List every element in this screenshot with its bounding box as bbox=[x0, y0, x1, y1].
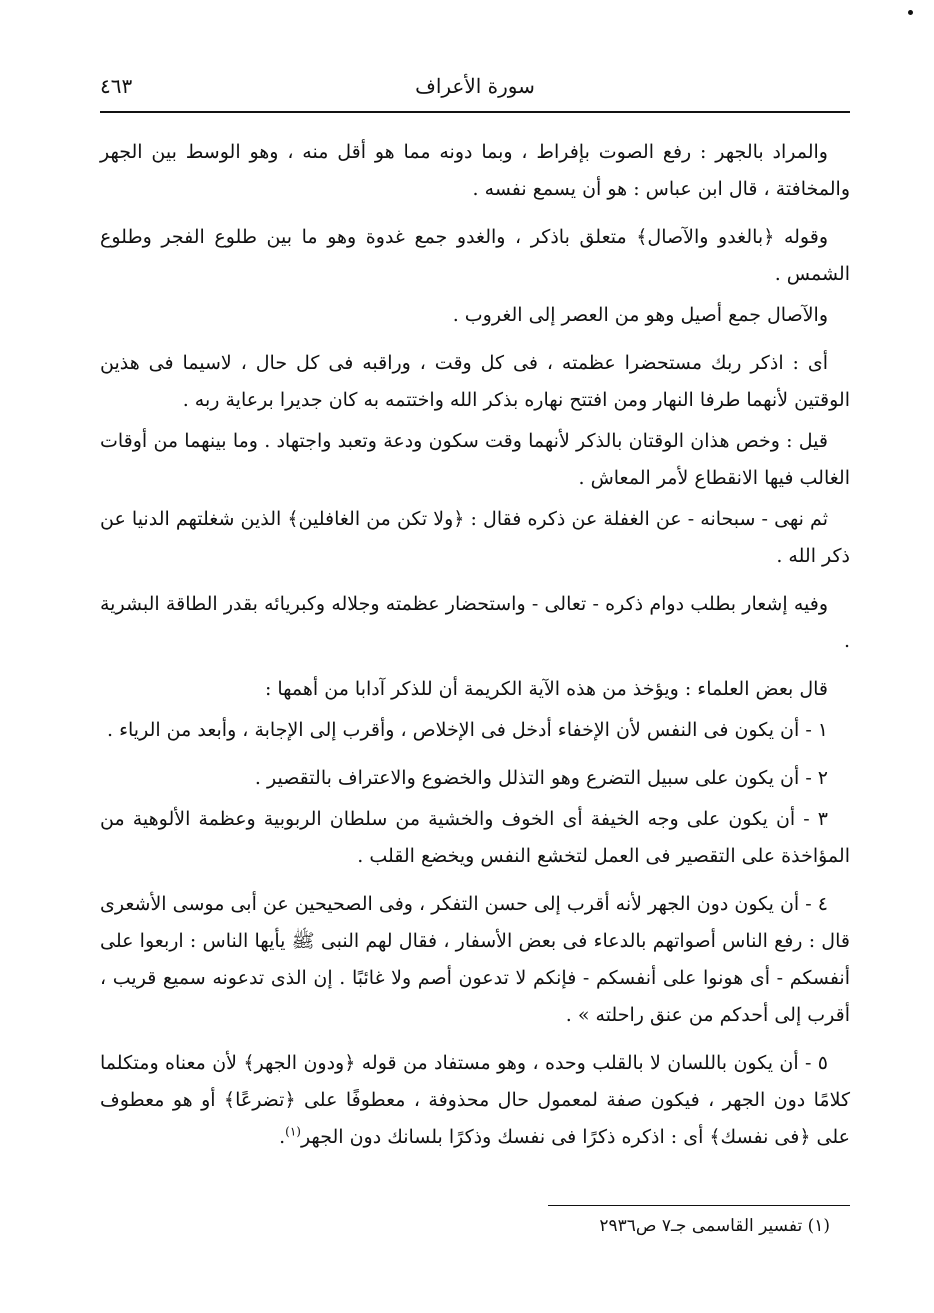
list-item-5-period: . bbox=[279, 1126, 286, 1148]
paragraph-heedlessness: ثم نهى - سبحانه - عن الغفلة عن ذكره فقال : ﴿ولا تكن من الغافلين﴾ الذين شغلتهم الدنيا عن ذكر الله . bbox=[100, 508, 850, 567]
list-item-3: ٣ - أن يكون على وجه الخيفة أى الخوف والخشية من سلطان الربوبية وعظمة الألوهية من المؤاخذة على التقصير فى العمل لتخشع النفس ويخضع القلب . bbox=[100, 808, 850, 867]
paragraph-constant-remembrance: وفيه إشعار بطلب دوام ذكره - تعالى - واستحضار عظمته وجلاله وكبريائه بقدر الطاقة البشرية . bbox=[100, 593, 850, 652]
paragraph-two-times: قيل : وخص هذان الوقتان بالذكر لأنهما وقت سكون ودعة وتعبد واجتهاد . وما بينهما من أوقات الغالب فيها الانقطاع لأمر المعاش . bbox=[100, 430, 850, 489]
paragraph-asal: والآصال جمع أصيل وهو من العصر إلى الغروب . bbox=[452, 304, 828, 326]
main-text bbox=[100, 134, 850, 1167]
list-item-5-text: ٥ - أن يكون باللسان لا بالقلب وحده ، وهو مستفاد من قوله ﴿ودون الجهر﴾ لأن معناه ومتكلما كلامًا دون الجهر ، فيكون صفة لمعمول حال محذوفة ، معطوفًا على ﴿تضرعًا﴾ أو هو معطوف على ﴿فى نفسك﴾ أى : اذكره ذكرًا فى نفسك وذكرًا بلسانك دون الجهر bbox=[100, 1052, 850, 1148]
footnote-marker: (١) bbox=[285, 1124, 301, 1139]
paragraph-ghuduw: وقوله ﴿بالغدو والآصال﴾ متعلق باذكر ، والغدو جمع غدوة وهو ما بين طلوع الفجر وطلوع الشمس . bbox=[100, 226, 850, 285]
paragraph-jahr-definition: والمراد بالجهر : رفع الصوت بإفراط ، وبما دونه مما هو أقل منه ، وهو الوسط بين الجهر والمخافتة ، قال ابن عباس : هو أن يسمع نفسه . bbox=[100, 141, 850, 200]
list-item-5 bbox=[100, 1045, 850, 1156]
corner-dot-mark bbox=[908, 10, 913, 15]
footnote: (١) تفسير القاسمى جـ٧ ص٢٩٣٦ bbox=[599, 1216, 830, 1236]
list-item-2: ٢ - أن يكون على سبيل التضرع وهو التذلل والخضوع والاعتراف بالتقصير . bbox=[254, 767, 828, 789]
paragraph-etiquettes-intro: قال بعض العلماء : ويؤخذ من هذه الآية الكريمة أن للذكر آدابا من أهمها : bbox=[264, 678, 828, 700]
list-item-4: ٤ - أن يكون دون الجهر لأنه أقرب إلى حسن التفكر ، وفى الصحيحين عن أبى موسى الأشعرى قال : رفع الناس أصواتهم بالدعاء فى بعض الأسفار ، فقال لهم النبى ﷺ يأيها الناس : اربعوا على أنفسكم - أى هونوا على أنفسكم - فإنكم لا تدعون أصم ولا غائبًا . إن الذى تدعونه سميع قريب ، أقرب إلى أحدكم من عنق راحلته » . bbox=[100, 893, 850, 1026]
footnote-divider bbox=[548, 1205, 850, 1206]
paragraph-remember-lord: أى : اذكر ربك مستحضرا عظمته ، فى كل وقت ، وراقبه فى كل حال ، لاسيما فى هذين الوقتين لأنهما طرفا النهار ومن افتتح نهاره بذكر الله واختتمه به كان جديرا برعاية ربه . bbox=[100, 352, 850, 411]
page-header bbox=[100, 70, 850, 104]
list-item-1: ١ - أن يكون فى النفس لأن الإخفاء أدخل فى الإخلاص ، وأقرب إلى الإجابة ، وأبعد من الرياء . bbox=[107, 719, 828, 741]
header-divider bbox=[100, 111, 850, 113]
surah-title: سورة الأعراف bbox=[415, 74, 535, 98]
page-number: ٤٦٣ bbox=[100, 74, 133, 98]
